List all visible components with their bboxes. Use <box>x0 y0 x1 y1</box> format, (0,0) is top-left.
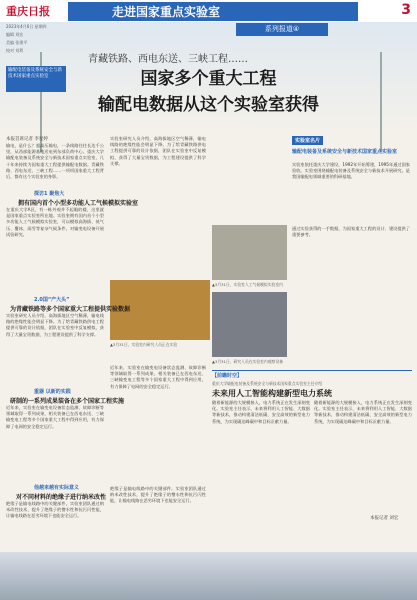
section-1-label: 探访1 聚焦大 <box>34 191 65 197</box>
photo-caption-1: ▲3月31日，实验室人工气候模拟实验室内 <box>212 282 283 287</box>
future-text-1: 随着新能源的大规模接入，电力系统正在发生深刻变化。实验室主任表示，未来将利用人工智能、大数据等新技术，推动构建清洁低碳、安全高效的新型电力系统，为实现碳达峰碳中和目标贡献力量。 <box>212 400 310 424</box>
divider <box>212 370 412 371</box>
section-3-title: 研制的一系列成果装备在多个国家工程实施 <box>10 398 125 405</box>
photo-caption-3: ▲3月31日，研究人员在实验室内观察设备 <box>212 359 283 364</box>
middle-column-text-3: 绝缘子是输电线路中的关键部件。实验室团队通过纳米改性技术，提升了绝缘子的憎水性和抗污闪性能，让输电线路在恶劣环境下也能安全运行。 <box>110 486 206 504</box>
middle-column-text: 实验室研究人员介绍，高海拔地区空气稀薄，输电线路的绝缘性能会明显下降。为了给青藏铁路供电工程提供可靠的设计依据，团队在实验室中反复模拟，获得了大量宝贵数据，为工程建设提供了科学支撑。 <box>110 136 206 166</box>
section-1-title: 拥有国内首个小型多功能人工气候模拟实验室 <box>18 200 139 207</box>
section-2-text: 实验室研究人员介绍，高海拔地区空气稀薄，输电线路的绝缘性能会明显下降。为了给青藏铁路供电工程提供可靠的设计依据，团队在实验室中反复模拟，获得了大量宝贵数据，为工程建设提供了科学支撑。 <box>6 313 104 337</box>
sidebar-text: 实验室依托重庆大学建设，1992年开始筹建，1995年通过国家验收。实验室围绕输配电装备及系统安全与新技术开展研究，是我国输配电领域重要的科研基地。 <box>292 162 410 180</box>
future-text-2: 随着新能源的大规模接入，电力系统正在发生深刻变化。实验室主任表示，未来将利用人工智能、大数据等新技术，推动构建清洁低碳、安全高效的新型电力系统，为实现碳达峰碳中和目标贡献力量。 <box>314 400 412 424</box>
headline-line-2: 输配电数据从这个实验室获得 <box>98 95 319 115</box>
photo-caption-2: ▲3月31日，实验室内研究人员正在实验 <box>110 342 178 347</box>
lab-photo-1 <box>212 225 287 280</box>
series-label: 系列报道④ <box>236 23 328 36</box>
sidebar-text-2: 通过实验获得的一手数据，为国家重大工程的设计、建设提供了重要参考。 <box>292 226 410 238</box>
future-label: 【前瞻时空】 <box>212 373 243 379</box>
section-4-title: 对不同材料的绝缘子进行纳米改性 <box>16 494 107 501</box>
banner-title: 走进国家重点实验室 <box>112 5 221 19</box>
kicker: 青藏铁路、西电东送、三峡工程…… <box>88 54 248 65</box>
section-1-text: 在重庆大学A区，有一栋外观并不起眼的楼，这里就是国家重点实验室所在地。实验室拥有国内首个小型多功能人工气候模拟实验室，可以模拟高海拔、低气压、覆冰、雨雪等复杂气候条件，对输变电设备开展试验研究。 <box>6 207 104 237</box>
future-end: 本报记者 刘宏 <box>370 516 399 521</box>
masthead <box>0 0 417 22</box>
section-3-label: 重器 以新的实践 <box>34 389 71 395</box>
lab-name-box: 输配电装备及系统安全与新技术国家重点实验室 <box>6 66 66 92</box>
lab-photo-3 <box>212 292 287 357</box>
headline-line-1: 国家多个重大工程 <box>140 69 277 89</box>
dateline: 2023年4月6日 星期四 编辑 刘宏 美编 张建平 校对 刘利 <box>6 24 47 53</box>
bottom-transmission-image <box>0 552 417 600</box>
section-4-text: 绝缘子是输电线路中的关键部件。实验室团队通过纳米改性技术，提升了绝缘子的憎水性和抗污闪性能，让输电线路在恶劣环境下也能安全运行。 <box>6 501 104 519</box>
sidebar-lab-name: 输配电装备及系统安全与新技术国家重点实验室 <box>292 149 398 155</box>
intro-byline: 本报首席记者 李星婷 <box>6 137 48 142</box>
section-3-text: 近年来，实验室在输变电设备状态监测、故障诊断等领域取得一系列成果，相关装备已在西电东送、三峡输变电工程等多个国家重大工程中得到应用，有力保障了电网的安全稳定运行。 <box>6 405 104 429</box>
page-number: 3 <box>401 2 411 18</box>
section-2-label: 2.0国“产大头” <box>34 297 70 303</box>
section-4-label: 他越来越有实际意义 <box>34 485 80 491</box>
newspaper-logo: 重庆日报 <box>6 5 50 18</box>
sidebar-header: 实验室名片 <box>292 136 323 145</box>
intro-text: 输电，是什么？超高压输电，一条线路往往长达千公里，从西部能源基地送电到东部负荷中心。重庆大学输配电装备及系统安全与新技术国家重点实验室，几十年来持续为国家重大工程提供输配电数据。青藏铁路、西电东送、三峡工程……一项项国家重大工程背后，都有这个实验室的身影。 <box>6 143 104 180</box>
section-2-title: 为青藏铁路等多个国家重大工程提供实验数据 <box>10 306 131 313</box>
future-title: 未来用人工智能构建新型电力系统 <box>212 389 332 398</box>
future-subhead: 重庆大学输配电装备及系统安全与新技术国家重点实验室主任介绍 <box>212 381 323 386</box>
middle-column-text-2: 近年来，实验室在输变电设备状态监测、故障诊断等领域取得一系列成果，相关装备已在西电东送、三峡输变电工程等多个国家重大工程中得到应用，有力保障了电网的安全稳定运行。 <box>110 365 206 389</box>
